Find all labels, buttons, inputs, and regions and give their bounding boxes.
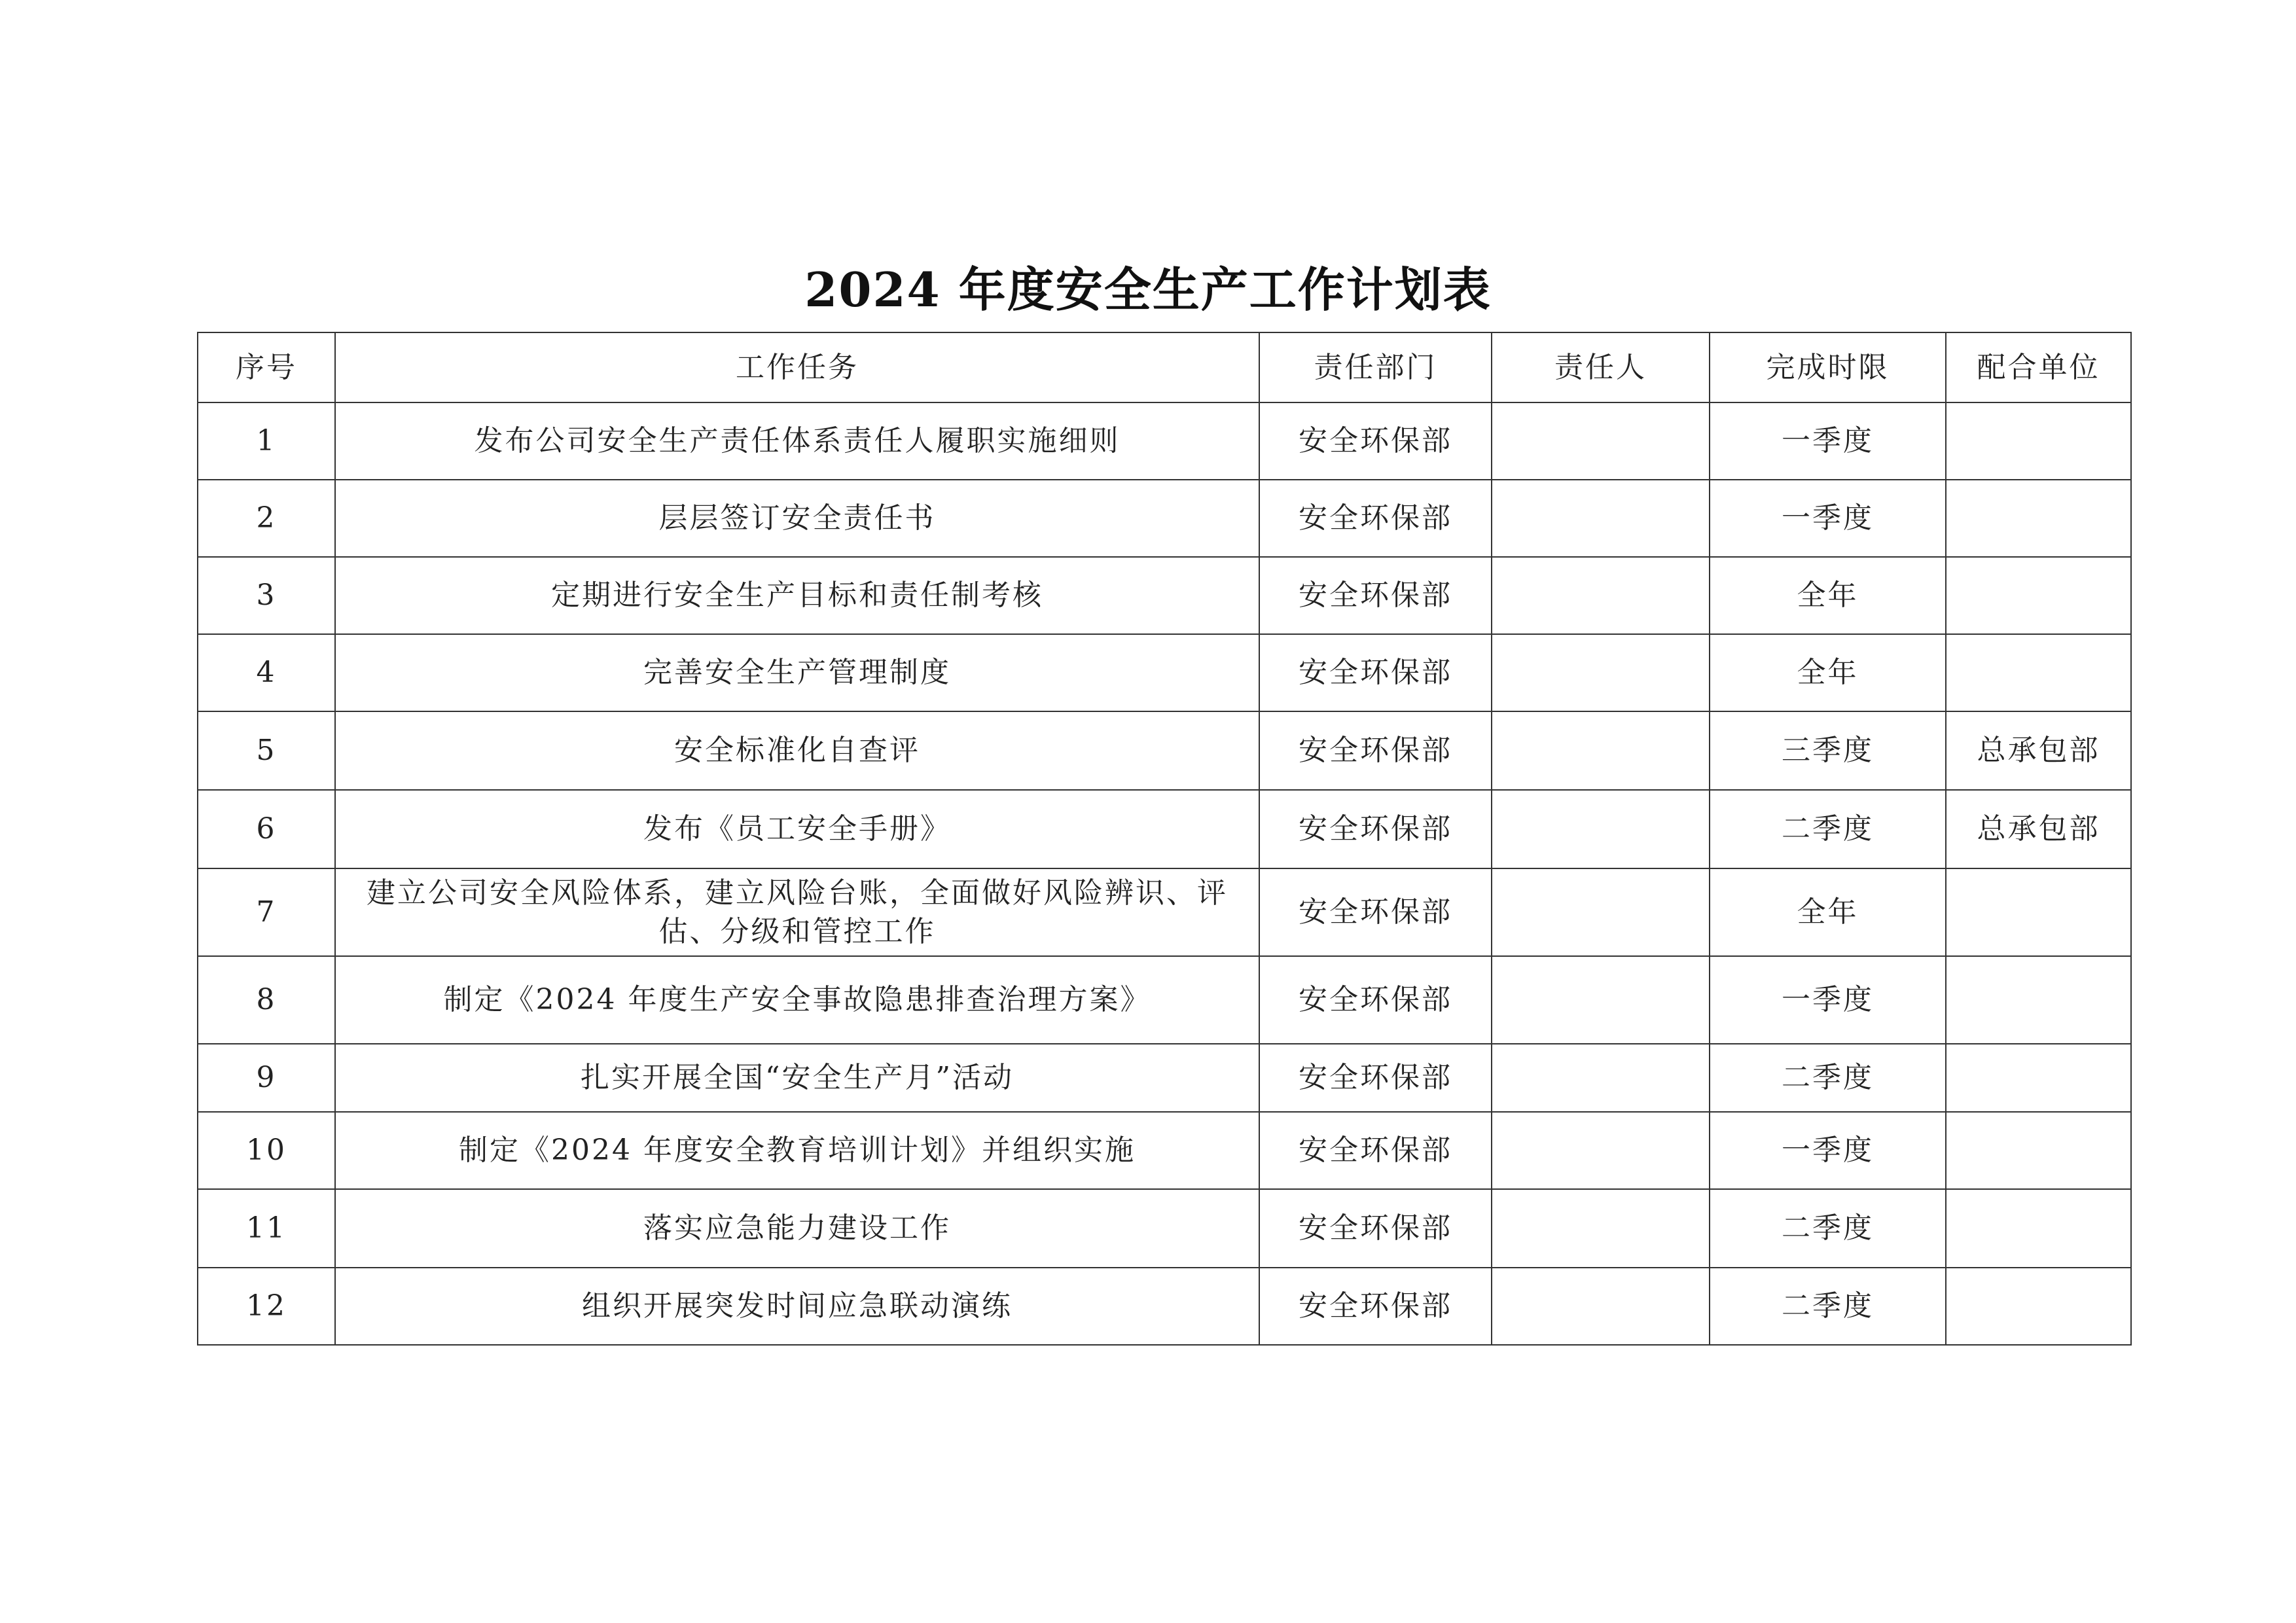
row-person xyxy=(1492,480,1710,557)
table-header-row xyxy=(198,332,2131,402)
row-deadline: 二季度 xyxy=(1710,1189,1946,1268)
row-deadline: 三季度 xyxy=(1710,711,1946,790)
row-person xyxy=(1492,1044,1710,1112)
row-task: 建立公司安全风险体系，建立风险台账，全面做好风险辨识、评估、分级和管控工作 xyxy=(335,868,1259,956)
table-row xyxy=(198,402,2131,480)
row-task: 定期进行安全生产目标和责任制考核 xyxy=(335,557,1259,634)
column-header-task: 工作任务 xyxy=(335,332,1259,402)
table-row xyxy=(198,480,2131,557)
work-plan-table xyxy=(197,332,2132,1346)
row-dept: 安全环保部 xyxy=(1259,956,1492,1044)
row-person xyxy=(1492,634,1710,711)
row-partner xyxy=(1946,1268,2131,1345)
row-person xyxy=(1492,1189,1710,1268)
table-row xyxy=(198,956,2131,1044)
row-person xyxy=(1492,557,1710,634)
row-deadline: 二季度 xyxy=(1710,1268,1946,1345)
row-person xyxy=(1492,790,1710,868)
row-dept: 安全环保部 xyxy=(1259,557,1492,634)
row-dept: 安全环保部 xyxy=(1259,1268,1492,1345)
column-header-person: 责任人 xyxy=(1492,332,1710,402)
row-person xyxy=(1492,956,1710,1044)
row-person xyxy=(1492,1268,1710,1345)
row-partner xyxy=(1946,868,2131,956)
row-partner xyxy=(1946,956,2131,1044)
row-no: 1 xyxy=(198,402,335,480)
row-partner xyxy=(1946,557,2131,634)
row-partner: 总承包部 xyxy=(1946,711,2131,790)
row-deadline: 全年 xyxy=(1710,634,1946,711)
table-row xyxy=(198,868,2131,956)
row-task: 组织开展突发时间应急联动演练 xyxy=(335,1268,1259,1345)
table-row xyxy=(198,1189,2131,1268)
column-header-dept: 责任部门 xyxy=(1259,332,1492,402)
column-header-deadline: 完成时限 xyxy=(1710,332,1946,402)
row-partner xyxy=(1946,1189,2131,1268)
row-partner xyxy=(1946,634,2131,711)
row-no: 9 xyxy=(198,1044,335,1112)
row-no: 11 xyxy=(198,1189,335,1268)
row-deadline: 一季度 xyxy=(1710,1112,1946,1189)
column-header-no: 序号 xyxy=(198,332,335,402)
table-row xyxy=(198,1112,2131,1189)
table-row xyxy=(198,790,2131,868)
row-deadline: 二季度 xyxy=(1710,1044,1946,1112)
row-partner xyxy=(1946,1112,2131,1189)
row-deadline: 全年 xyxy=(1710,868,1946,956)
row-person xyxy=(1492,402,1710,480)
row-person xyxy=(1492,1112,1710,1189)
row-no: 5 xyxy=(198,711,335,790)
row-task: 制定《2024 年度生产安全事故隐患排查治理方案》 xyxy=(335,956,1259,1044)
row-deadline: 全年 xyxy=(1710,557,1946,634)
row-partner xyxy=(1946,480,2131,557)
row-task: 制定《2024 年度安全教育培训计划》并组织实施 xyxy=(335,1112,1259,1189)
row-task: 安全标准化自查评 xyxy=(335,711,1259,790)
row-deadline: 一季度 xyxy=(1710,480,1946,557)
row-task: 发布公司安全生产责任体系责任人履职实施细则 xyxy=(335,402,1259,480)
row-person xyxy=(1492,711,1710,790)
row-task: 落实应急能力建设工作 xyxy=(335,1189,1259,1268)
row-task: 完善安全生产管理制度 xyxy=(335,634,1259,711)
table-row xyxy=(198,557,2131,634)
row-dept: 安全环保部 xyxy=(1259,480,1492,557)
row-dept: 安全环保部 xyxy=(1259,711,1492,790)
table-row xyxy=(198,711,2131,790)
row-partner: 总承包部 xyxy=(1946,790,2131,868)
row-no: 4 xyxy=(198,634,335,711)
row-task: 发布《员工安全手册》 xyxy=(335,790,1259,868)
row-dept: 安全环保部 xyxy=(1259,402,1492,480)
row-person xyxy=(1492,868,1710,956)
column-header-partner: 配合单位 xyxy=(1946,332,2131,402)
row-deadline: 一季度 xyxy=(1710,402,1946,480)
row-no: 7 xyxy=(198,868,335,956)
row-no: 12 xyxy=(198,1268,335,1345)
table-row xyxy=(198,1268,2131,1345)
row-deadline: 二季度 xyxy=(1710,790,1946,868)
row-dept: 安全环保部 xyxy=(1259,790,1492,868)
row-dept: 安全环保部 xyxy=(1259,868,1492,956)
row-no: 8 xyxy=(198,956,335,1044)
row-dept: 安全环保部 xyxy=(1259,634,1492,711)
row-dept: 安全环保部 xyxy=(1259,1044,1492,1112)
row-partner xyxy=(1946,402,2131,480)
row-task: 扎实开展全国“安全生产月”活动 xyxy=(335,1044,1259,1112)
row-dept: 安全环保部 xyxy=(1259,1112,1492,1189)
page-title: 2024 年度安全生产工作计划表 xyxy=(804,262,1492,317)
table-row xyxy=(198,634,2131,711)
row-dept: 安全环保部 xyxy=(1259,1189,1492,1268)
row-no: 2 xyxy=(198,480,335,557)
row-task: 层层签订安全责任书 xyxy=(335,480,1259,557)
row-no: 6 xyxy=(198,790,335,868)
table-row xyxy=(198,1044,2131,1112)
row-no: 10 xyxy=(198,1112,335,1189)
row-no: 3 xyxy=(198,557,335,634)
row-deadline: 一季度 xyxy=(1710,956,1946,1044)
row-partner xyxy=(1946,1044,2131,1112)
